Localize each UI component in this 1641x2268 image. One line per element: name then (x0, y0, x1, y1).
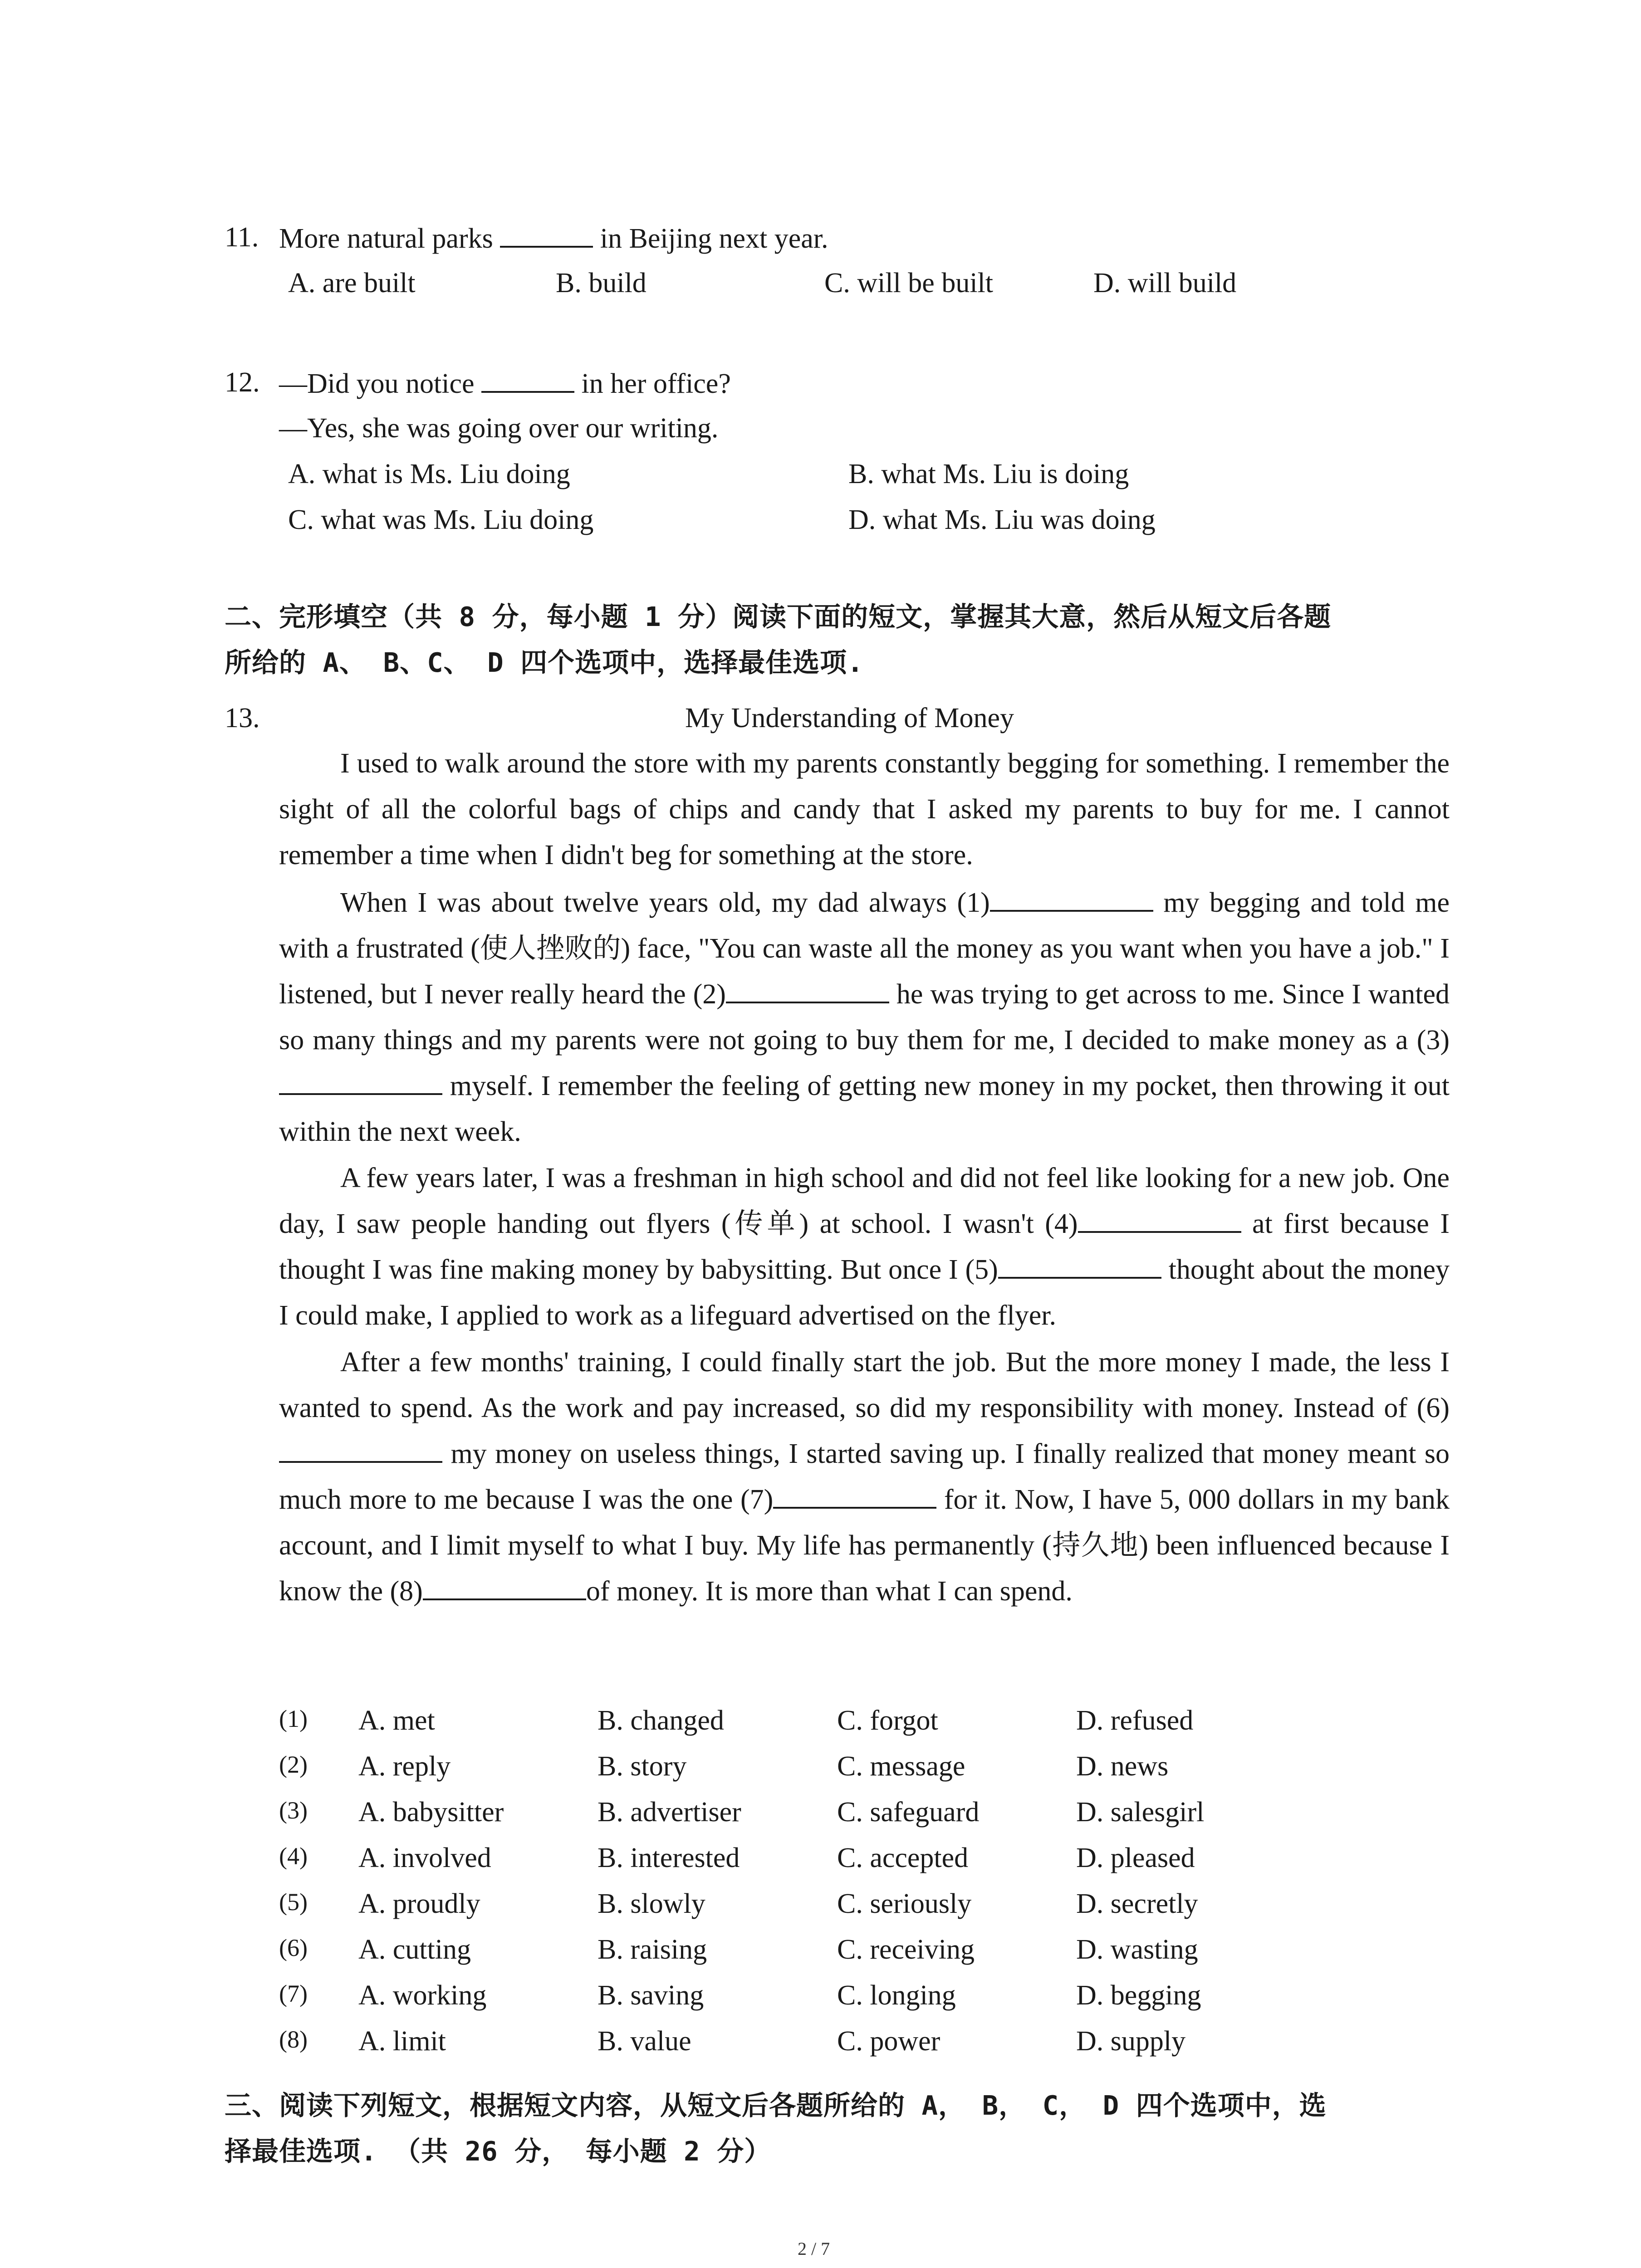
paragraph-2-text-b: my begging and told me with a frustrated (使人挫败的) face, "You can waste all the money as you want when you have a job." I listened, but I never really heard the (2) (279, 887, 1450, 1010)
answer-blank-2 (726, 979, 889, 1003)
option-b: B. story (598, 1751, 687, 1782)
paragraph-2-text-c: he was trying to get across to me. Since I wanted so many things and my parents were not going to buy them for me, I decided to make money as a (3) (279, 979, 1450, 1056)
option-d: D. pleased (1076, 1843, 1195, 1873)
question-11-stem-after: in Beijing next year. (600, 223, 828, 254)
question-12-line1 (279, 368, 731, 398)
question-12-line2: —Yes, she was going over our writing. (279, 413, 719, 444)
section-3-heading-line2: 择最佳选项. （共 26 分， 每小题 2 分） (225, 2136, 772, 2167)
question-12-line1-after: in her office? (581, 368, 731, 399)
option-d: D. salesgirl (1076, 1797, 1205, 1828)
question-11-option-a: A. are built (288, 268, 416, 298)
answer-blank-5 (998, 1254, 1161, 1279)
question-11-number: 11. (225, 222, 259, 253)
page-number: 2 / 7 (798, 2239, 830, 2259)
option-row-number: (3) (279, 1797, 308, 1824)
option-a: A. proudly (358, 1888, 480, 1919)
question-11-option-d: D. will build (1093, 268, 1237, 298)
section-2-heading-line1: 二、完形填空（共 8 分，每小题 1 分）阅读下面的短文，掌握其大意，然后从短文后各题 (225, 601, 1332, 632)
option-c: C. longing (837, 1980, 956, 2011)
option-a: A. involved (358, 1843, 491, 1873)
section-3-heading-line1: 三、阅读下列短文，根据短文内容，从短文后各题所给的 A， B， C， D 四个选项中，选 (225, 2090, 1327, 2121)
option-d: D. wasting (1076, 1934, 1198, 1965)
option-row-number: (8) (279, 2026, 308, 2053)
question-12-number: 12. (225, 367, 260, 398)
question-11-stem (279, 223, 828, 253)
option-c: C. forgot (837, 1705, 938, 1736)
option-b: B. raising (598, 1934, 707, 1965)
question-13-number: 13. (225, 703, 260, 733)
question-11-stem-before: More natural parks (279, 223, 493, 254)
passage-paragraph-4 (279, 1339, 1450, 1614)
option-b: B. advertiser (598, 1797, 741, 1828)
paragraph-2-text-d: myself. I remember the feeling of getting new money in my pocket, then throwing it out within the next week. (279, 1070, 1450, 1147)
paragraph-1-text: I used to walk around the store with my parents constantly begging for something. I remember the sight of all the colorful bags of chips and candy that I asked my parents to buy for me. I cannot remember a time when I didn't beg for something at the store. (279, 748, 1450, 870)
passage-paragraph-1 (279, 741, 1450, 878)
option-b: B. interested (598, 1843, 740, 1873)
option-row-number: (5) (279, 1888, 308, 1916)
paragraph-3-text-a: A few years later, I was a freshman in high school and did not feel like looking for a new job. One day, I saw people handing out flyers (传单) at school. I wasn't (4) (279, 1163, 1450, 1239)
answer-blank-6 (279, 1438, 442, 1463)
option-row-number: (4) (279, 1843, 308, 1870)
option-c: C. safeguard (837, 1797, 980, 1828)
option-d: D. news (1076, 1751, 1169, 1782)
option-a: A. cutting (358, 1934, 471, 1965)
section-2-heading-line2: 所给的 A、 B、C、 D 四个选项中，选择最佳选项. (225, 647, 864, 678)
option-b: B. value (598, 2026, 691, 2057)
passage-paragraph-3 (279, 1155, 1450, 1339)
paragraph-3-text-b: at first because I thought I was fine making money by babysitting. But once I (5) (279, 1208, 1450, 1285)
paragraph-3-text-c: thought about the money I could make, I applied to work as a lifeguard advertised on the flyer. (279, 1254, 1450, 1331)
question-11-option-c: C. will be built (824, 268, 993, 298)
option-d: D. secretly (1076, 1888, 1198, 1919)
answer-blank-7 (773, 1484, 936, 1509)
paragraph-4-text-d: of money. It is more than what I can spend. (586, 1576, 1073, 1607)
answer-blank (481, 368, 574, 393)
question-12-option-c: C. what was Ms. Liu doing (288, 504, 594, 535)
answer-blank-4 (1078, 1208, 1241, 1233)
option-a: A. working (358, 1980, 487, 2011)
option-a: A. met (358, 1705, 435, 1736)
option-row-number: (7) (279, 1980, 308, 2007)
paragraph-4-text-c: for it. Now, I have 5, 000 dollars in my bank account, and I limit myself to what I buy. My life has permanently (持久地) been influenced because I know the (8) (279, 1484, 1450, 1607)
option-c: C. message (837, 1751, 965, 1782)
option-row-number: (6) (279, 1934, 308, 1961)
answer-blank-8 (423, 1576, 586, 1600)
option-b: B. saving (598, 1980, 704, 2011)
option-c: C. seriously (837, 1888, 972, 1919)
option-d: D. begging (1076, 1980, 1201, 2011)
option-c: C. power (837, 2026, 941, 2057)
question-12-option-a: A. what is Ms. Liu doing (288, 459, 570, 489)
passage-paragraph-2 (279, 880, 1450, 1155)
answer-blank (500, 223, 593, 248)
option-a: A. limit (358, 2026, 446, 2057)
question-12-option-d: D. what Ms. Liu was doing (848, 504, 1156, 535)
option-a: A. babysitter (358, 1797, 504, 1828)
paragraph-4-text-a: After a few months' training, I could finally start the job. But the more money I made, the less I wanted to spend. As the work and pay increased, so did my responsibility with money. Instead of (6) (279, 1347, 1450, 1423)
answer-blank-3 (279, 1070, 442, 1095)
option-d: D. refused (1076, 1705, 1194, 1736)
answer-blank-1 (990, 887, 1153, 912)
option-c: C. accepted (837, 1843, 969, 1873)
option-b: B. changed (598, 1705, 724, 1736)
option-d: D. supply (1076, 2026, 1186, 2057)
passage-title: My Understanding of Money (685, 703, 1014, 733)
question-12-option-b: B. what Ms. Liu is doing (848, 459, 1129, 489)
question-12-line1-before: —Did you notice (279, 368, 475, 399)
paragraph-2-text-a: When I was about twelve years old, my dad always (1) (340, 887, 990, 918)
option-b: B. slowly (598, 1888, 705, 1919)
option-a: A. reply (358, 1751, 451, 1782)
paragraph-4-text-b: my money on useless things, I started saving up. I finally realized that money meant so much more to me because I was the one (7) (279, 1438, 1450, 1515)
option-row-number: (1) (279, 1705, 308, 1732)
option-row-number: (2) (279, 1751, 308, 1778)
option-c: C. receiving (837, 1934, 975, 1965)
question-11-option-b: B. build (556, 268, 647, 298)
